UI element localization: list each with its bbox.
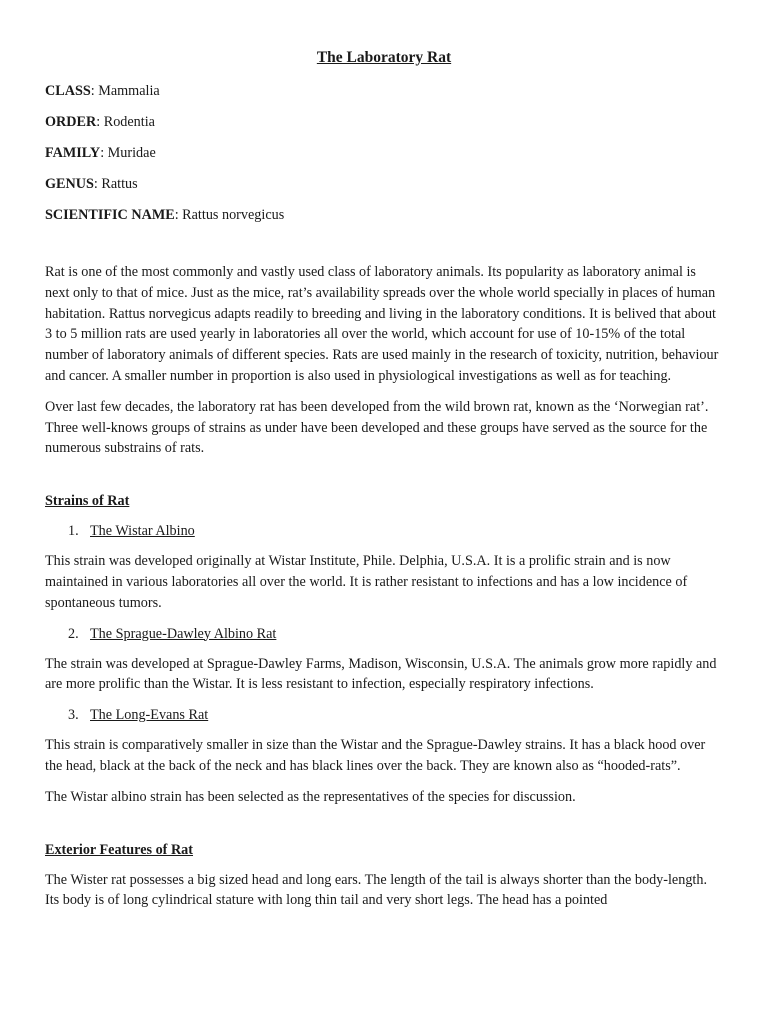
strain-description: This strain was developed originally at Wistar Institute, Phile. Delphia, U.S.A. It is a prolific strain and is now maintained in various laboratories all over the world. It is rather resistant to infections and has a low incidence of spontaneous tumors. [45,553,688,611]
taxonomy-value: : Rattus [93,176,138,192]
intro-paragraph: Over last few decades, the laboratory rat has been developed from the wild brown rat, known as the ‘Norwegian rat’. Three well-knows groups of strains as under have been developed and these groups have served as the source for the numerous substrains of rats. [45,398,709,457]
taxonomy-scientific-name [45,206,723,224]
taxonomy-label: GENUS [45,176,94,192]
taxonomy-label: SCIENTIFIC NAME [45,207,175,223]
taxonomy-class [45,82,723,100]
intro-paragraph: Rat is one of the most commonly and vastly used class of laboratory animals. Its popularity as laboratory animal is next only to that of mice. Just as the mice, rat’s availability spreads over the whole world specially in places of human habitation. Rattus norvegicus adapts readily to breeding and living in the laboratory conditions. It is belived that about 3 to 5 million rats are used yearly in laboratories all over the world, which account for use of 10-15% of the total number of laboratory animals of different species. Rats are used mainly in the research of toxicity, nutrition, behaviour and cancer. A smaller number in proportion is also used in physiological investigations as well as for teaching. [45,264,719,384]
taxonomy-genus [45,175,723,193]
taxonomy-order [45,113,723,131]
strains-heading: Strains of Rat [45,493,130,510]
taxonomy-value: : Muridae [100,145,156,161]
document-title: The Laboratory Rat [316,49,452,66]
strain-item-sprague-dawley [45,624,723,644]
strains-closing: The Wistar albino strain has been selected as the representatives of the species for discussion. [45,788,576,805]
strain-name: The Sprague-Dawley Albino Rat [90,625,277,642]
strain-item-long-evans [45,705,723,725]
document-page [45,48,723,921]
taxonomy-value: : Rattus norvegicus [174,207,285,223]
list-number: 1. [68,523,79,540]
strain-description: The strain was developed at Sprague-Dawley Farms, Madison, Wisconsin, U.S.A. The animals grow more rapidly and are more prolific than the Wistar. It is less resistant to infection, especially respiratory infections. [45,655,717,693]
taxonomy-family [45,144,723,162]
strain-name: The Long-Evans Rat [90,707,209,724]
strain-description: This strain is comparatively smaller in size than the Wistar and the Sprague-Dawley strains. It has a black hood over the head, black at the back of the neck and has black lines over the back. They are known also as “hooded-rats”. [45,737,706,774]
strain-item-wistar [45,521,723,541]
list-number: 3. [68,707,79,724]
taxonomy-value: : Rodentia [96,114,155,130]
taxonomy-value: : Mammalia [90,83,160,99]
taxonomy-label: ORDER [45,114,97,130]
taxonomy-label: CLASS [45,83,91,99]
exterior-paragraph: The Wister rat possesses a big sized head and long ears. The length of the tail is always shorter than the body-length. Its body is of long cylindrical stature with long thin tail and very short legs. The head has a pointed [45,871,707,909]
list-number: 2. [68,625,79,642]
strain-name: The Wistar Albino [90,523,195,540]
taxonomy-label: FAMILY [45,145,101,161]
exterior-heading: Exterior Features of Rat [45,841,194,858]
